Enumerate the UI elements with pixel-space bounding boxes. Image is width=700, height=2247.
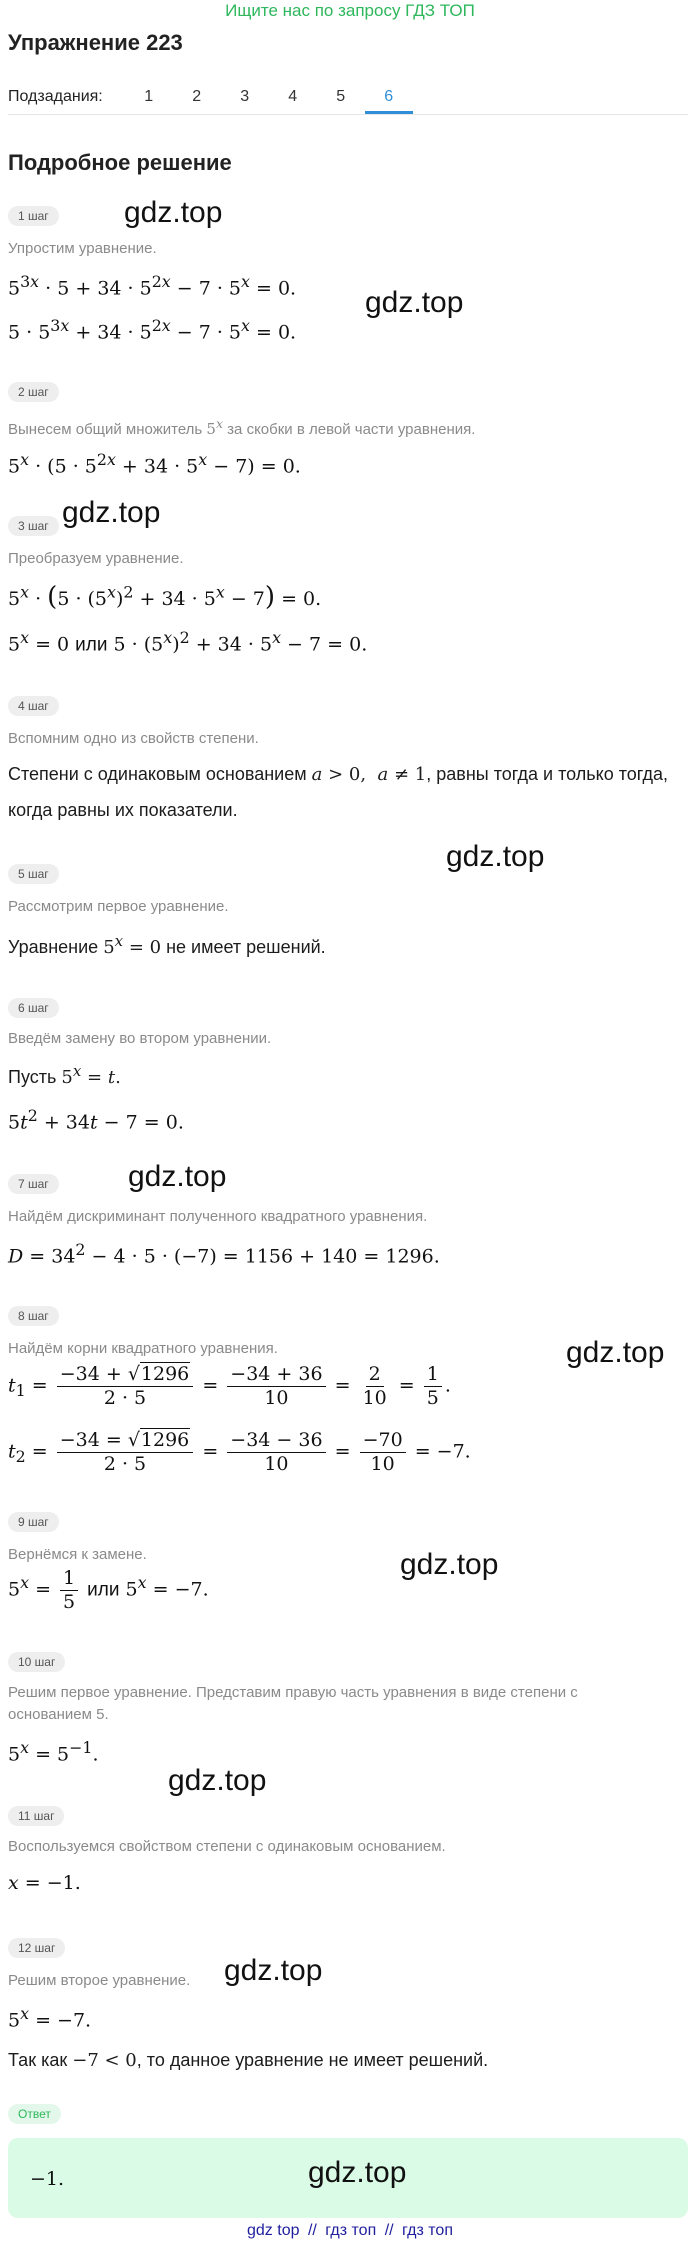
math-line: $5^x = 5^{-1}$. xyxy=(8,1738,99,1766)
math-line: $t_2$ = $\frac{-34 = √1296}{2 \cdot 5}$ = $\frac{-34 - 36}{10}$ = $\frac{-70}{10}$ = −7. xyxy=(8,1429,471,1475)
step-note: Найдём корни квадратного уравнения. xyxy=(8,1340,278,1357)
math-line: $5t^2 + 34t - 7 = 0$. xyxy=(8,1106,184,1134)
top-banner[interactable]: Ищите нас по запросу ГДЗ ТОП xyxy=(225,1,475,20)
step-note: Найдём дискриминант полученного квадратного уравнения. xyxy=(8,1208,428,1225)
step-note: Вернёмся к замене. xyxy=(8,1546,147,1563)
watermark: gdz.top xyxy=(400,1548,499,1581)
watermark: gdz.top xyxy=(566,1336,665,1369)
section-title: Подробное решение xyxy=(8,150,232,175)
math-line: $5 \cdot 5^{3x} + 34 \cdot 5^{2x} - 7 \cdot 5^x = 0$. xyxy=(8,316,297,344)
answer-box xyxy=(8,2138,688,2218)
step-badge: 2 шаг xyxy=(8,382,59,402)
step-badge: 9 шаг xyxy=(8,1512,59,1532)
math-line: x = −1. xyxy=(8,1872,81,1894)
tab-3[interactable]: 3 xyxy=(240,88,250,105)
tab-5[interactable]: 5 xyxy=(336,88,346,105)
watermark: gdz.top xyxy=(224,1954,323,1987)
math-line: $5^x$ = $\frac{1}{5}$ или $5^x = -7$. xyxy=(8,1567,209,1613)
body-text: Так как −7 < 0, то данное уравнение не имеет решений. xyxy=(8,2050,489,2071)
footer-link[interactable]: гдз топ xyxy=(325,2222,377,2239)
footer-link[interactable]: gdz top xyxy=(247,2222,300,2239)
math-line: $D = 34^2 - 4 \cdot 5 \cdot (-7) = 1156 + 140 = 1296$. xyxy=(8,1240,440,1268)
step-note: Упростим уравнение. xyxy=(8,240,157,257)
step-note: Воспользуемся свойством степени с одинаковым основанием. xyxy=(8,1838,446,1855)
subtasks-bar xyxy=(8,80,688,115)
body-text: Пусть $5^x = t$. xyxy=(8,1062,121,1088)
step-note: Вынесем общий множитель 5$^x$ за скобки в левой части уравнения. xyxy=(8,416,476,438)
math-line: $5^{3x} \cdot 5 + 34 \cdot 5^{2x} - 7 \cdot 5^x = 0$. xyxy=(8,272,297,300)
step-badge: 4 шаг xyxy=(8,696,59,716)
step-note: Решим первое уравнение. Представим правую часть уравнения в виде степени с xyxy=(8,1684,578,1701)
step-note: основанием 5. xyxy=(8,1706,109,1723)
body-text: когда равны их показатели. xyxy=(8,800,238,820)
math-line: $5^x \cdot (5 \cdot 5^{2x} + 34 \cdot 5^x - 7) = 0$. xyxy=(8,450,301,478)
footer-link[interactable]: гдз топ xyxy=(402,2222,453,2239)
body-text: Степени с одинаковым основанием a > 0, a ≠ 1, равны тогда и только тогда, xyxy=(8,764,669,785)
step-badge: 1 шаг xyxy=(8,206,59,226)
step-note: Преобразуем уравнение. xyxy=(8,550,184,567)
watermark: gdz.top xyxy=(62,496,161,529)
watermark: gdz.top xyxy=(128,1160,227,1193)
step-badge: 3 шаг xyxy=(8,516,59,536)
math-line: $5^x = 0$ или $5 \cdot (5^x)^2 + 34 \cdot 5^x - 7 = 0$. xyxy=(8,628,368,656)
step-note: Рассмотрим первое уравнение. xyxy=(8,898,229,915)
watermark: gdz.top xyxy=(308,2156,407,2189)
page-title: Упражнение 223 xyxy=(8,30,183,55)
math-line: $5^x = -7$. xyxy=(8,2004,92,2032)
body-text: Уравнение $5^x = 0$ не имеет решений. xyxy=(8,932,326,958)
step-badge: 5 шаг xyxy=(8,864,59,884)
step-note: Решим второе уравнение. xyxy=(8,1972,191,1989)
tab-4[interactable]: 4 xyxy=(288,88,298,105)
math-line: $5^x \cdot (5 \cdot (5^x)^2 + 34 \cdot 5^x - 7) = 0$. xyxy=(8,582,322,612)
step-badge: 8 шаг xyxy=(8,1306,59,1326)
step-badge: 12 шаг xyxy=(8,1938,65,1958)
watermark: gdz.top xyxy=(365,286,464,319)
answer-value: −1. xyxy=(30,2168,65,2190)
answer-badge: Ответ xyxy=(8,2104,61,2124)
subtasks-label: Подзадания: xyxy=(8,88,103,105)
step-badge: 11 шаг xyxy=(8,1806,64,1826)
footer-separator: // xyxy=(307,2222,317,2239)
step-badge: 6 шаг xyxy=(8,998,59,1018)
step-note: Вспомним одно из свойств степени. xyxy=(8,730,259,747)
footer-separator: // xyxy=(384,2222,394,2239)
step-badge: 10 шаг xyxy=(8,1652,65,1672)
math-line: $t_1$ = $\frac{-34 + √1296}{2 \cdot 5}$ = $\frac{-34 + 36}{10}$ = $\frac{2}{10}$ = $\frac{1}{5}$ . xyxy=(8,1363,451,1409)
tab-1[interactable]: 1 xyxy=(144,88,154,105)
watermark: gdz.top xyxy=(124,196,223,229)
tab-2[interactable]: 2 xyxy=(192,88,202,105)
watermark: gdz.top xyxy=(168,1764,267,1797)
footer-links xyxy=(0,2222,700,2240)
step-note: Введём замену во втором уравнении. xyxy=(8,1030,272,1047)
watermark: gdz.top xyxy=(446,840,545,873)
step-badge: 7 шаг xyxy=(8,1174,59,1194)
tab-6[interactable]: 6 xyxy=(365,80,413,114)
